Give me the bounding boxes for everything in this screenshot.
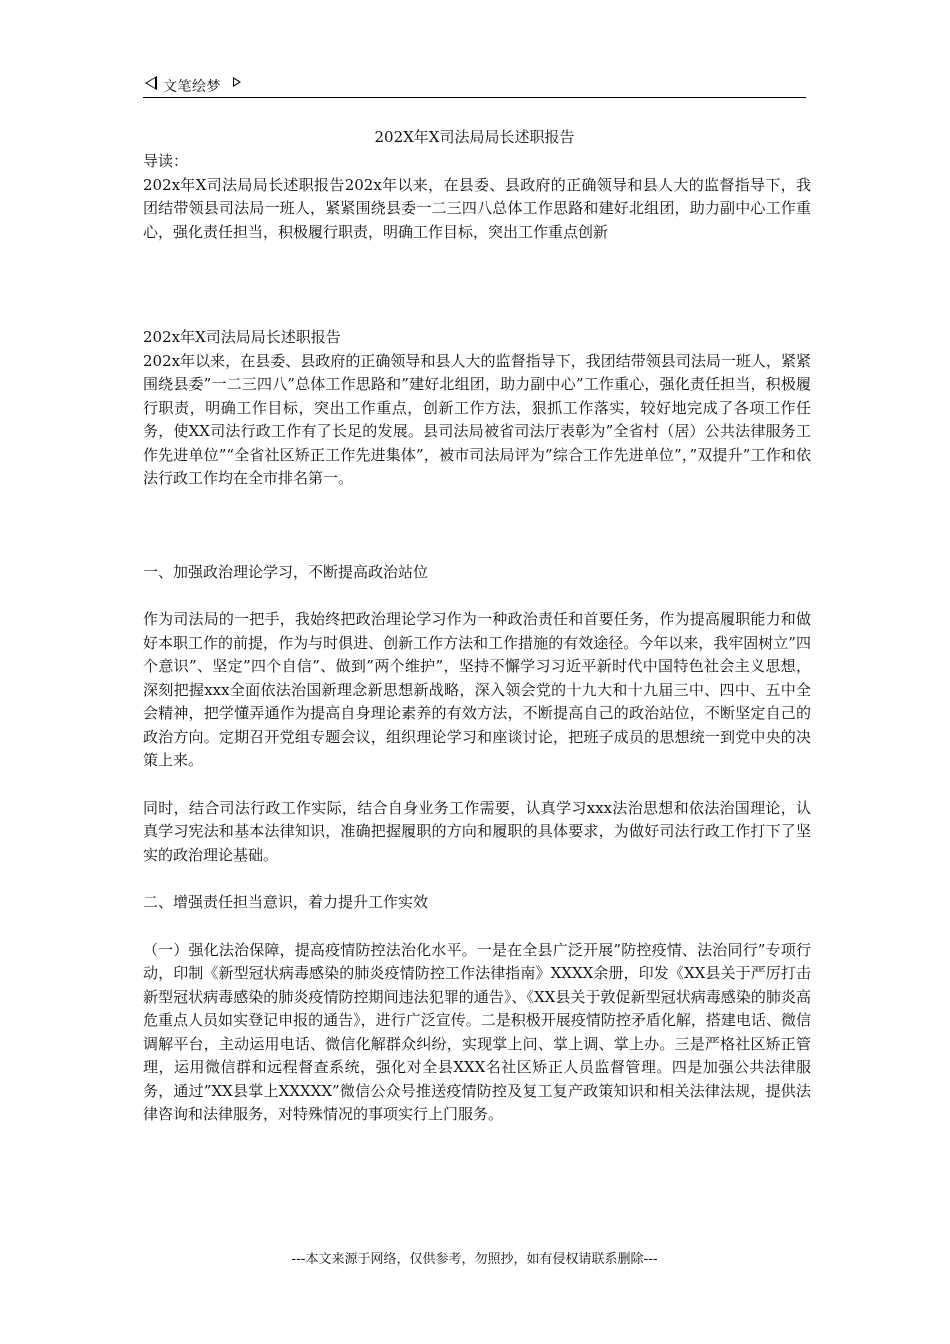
intro-label: 导读：	[143, 152, 189, 170]
heading-1: 一、加强政治理论学习，不断提高政治站位	[143, 562, 429, 581]
paragraph-4: （一）强化法治保障，提高疫情防控法治化水平。一是在全县广泛开展”防控疫情、法治同行”专项行动，印制《新型冠状病毒感染的肺炎疫情防控工作法律指南》XXXX余册，印发《XX县关于严厉打击新型冠状病毒感染的肺炎疫情防控期间违法犯罪的通告》、《XX县关于敦促新型冠状病毒感染的肺炎高危重点人员如实登记申报的通告》，进行广泛宣传。二是积极开展疫情防控矛盾化解，搭建电话、微信调解平台，主动运用电话、微信化解群众纠纷，实现掌上问、掌上调、掌上办。三是严格社区矫正管理，运用微信群和远程督查系统，强化对全县XXX名社区矫正人员监督管理。四是加强公共法律服务，通过”XX县掌上XXXXX”微信公众号推送疫情防控及复工复产政策知识和相关法律法规，提供法律咨询和法律服务，对特殊情况的事项实行上门服务。	[143, 940, 811, 1123]
right-triangle-icon	[233, 77, 241, 87]
section-subtitle: 202x年X司法局局长述职报告	[143, 328, 341, 346]
intro-text: 202x年X司法局局长述职报告202x年以来，在县委、县政府的正确领导和县人大的监督指导下，我团结带领县司法局一班人，紧紧围绕县委一二三四八总体工作思路和建好北组团，助力副中心工作重心，强化责任担当，积极履行职责，明确工作目标，突出工作重点创新	[143, 175, 811, 241]
document-title: 202X年X司法局局长述职报告	[374, 128, 575, 146]
heading-2: 二、增强责任担当意识，着力提升工作实效	[143, 893, 429, 911]
page-header	[143, 72, 806, 98]
document-body	[143, 150, 811, 1127]
left-triangle-icon	[145, 76, 157, 90]
paragraph-3: 同时，结合司法行政工作实际，结合自身业务工作需要，认真学习xxx法治思想和依法治国理论，认真学习宪法和基本法律知识，准确把握履职的方向和履职的具体要求，为做好司法行政工作打下了坚实的政治理论基础。	[143, 798, 811, 864]
paragraph-2: 作为司法局的一把手，我始终把政治理论学习作为一种政治责任和首要任务，作为提高履职能力和做好本职工作的前提，作为与时俱进、创新工作方法和工作措施的有效途径。今年以来，我牢固树立”四个意识”、坚定”四个自信”、做到”两个维护”，坚持不懈学习习近平新时代中国特色社会主义思想，深刻把握xxx全面依法治国新理念新思想新战略，深入领会党的十九大和十九届三中、四中、五中全会精神，把学懂弄通作为提高自身理论素养的有效方法，不断提高自己的政治站位，不断坚定自己的政治方向。定期召开党组专题会议，组织理论学习和座谈讨论，把班子成员的思想统一到党中央的决策上来。	[143, 610, 811, 769]
paragraph-1: 202x年以来，在县委、县政府的正确领导和县人大的监督指导下，我团结带领县司法局一班人，紧紧围绕县委”一二三四八”总体工作思路和”建好北组团，助力副中心”工作重心，强化责任担当，积极履行职责，明确工作目标，突出工作重点，创新工作方法，狠抓工作落实，较好地完成了各项工作任务，使XX司法行政工作有了长足的发展。县司法局被省司法厅表彰为”全省村（居）公共法律服务工作先进单位”“全省社区矫正工作先进集体”，被市司法局评为”综合工作先进单位”，”双提升”工作和依法行政工作均在全市排名第一。	[143, 351, 811, 487]
brand-name: 文笔绘梦	[163, 79, 221, 95]
page-footer: ---本文来源于网络，仅供参考，勿照抄，如有侵权请联系删除---	[291, 1252, 658, 1267]
